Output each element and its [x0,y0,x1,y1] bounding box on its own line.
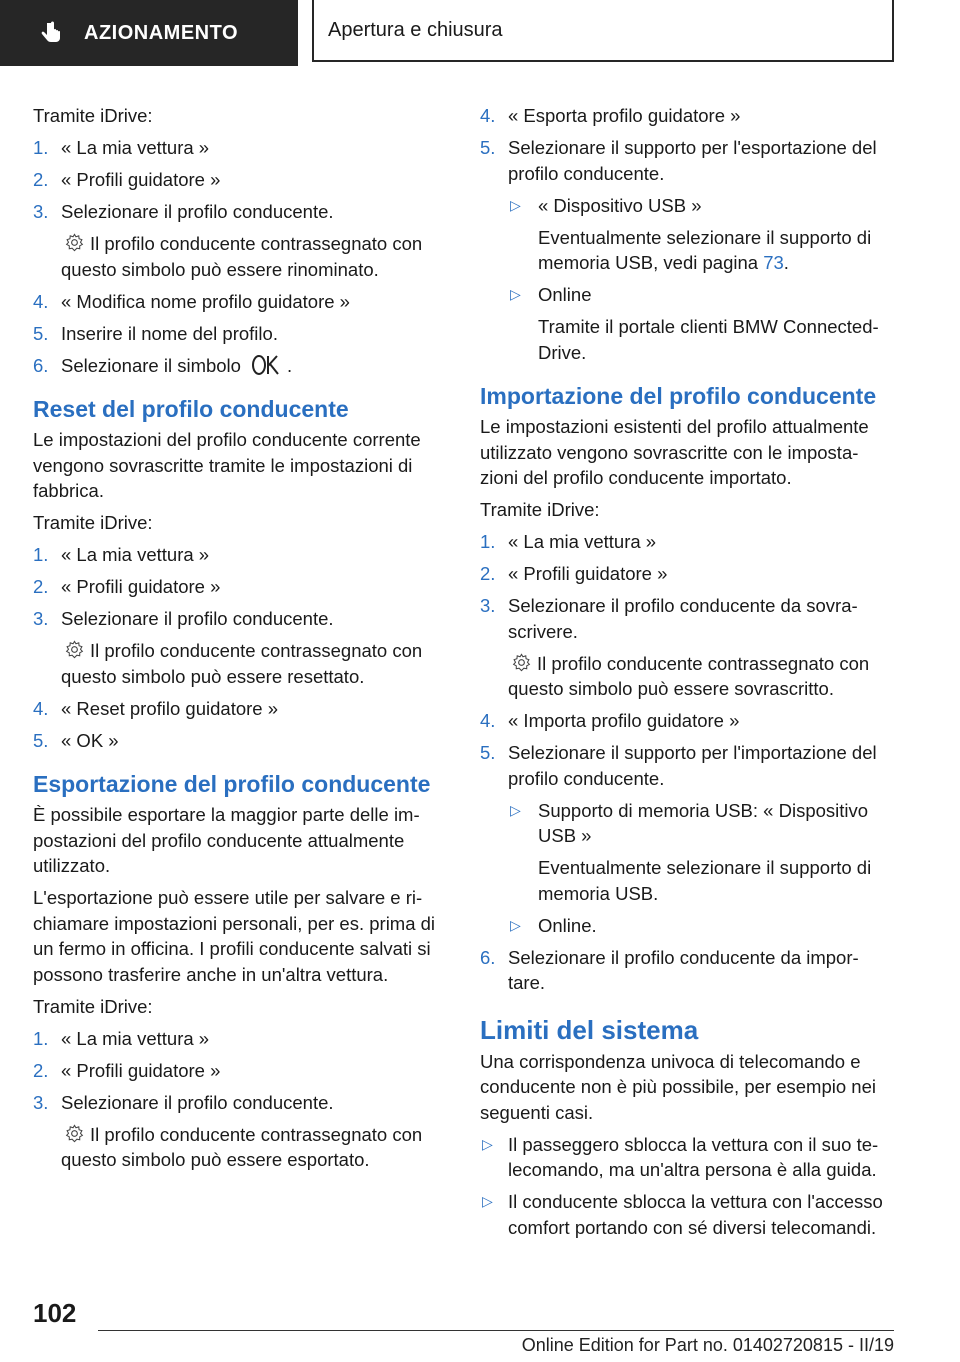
triangle-bullet-icon: ▷ [510,196,521,213]
list-item: 1. « La mia vettura » [33,1027,210,1049]
paragraph: Le impostazioni del profilo conducente corrente vengono sovrascritte tramite le impostazioni di fabbrica. [33,429,421,501]
intro-text: Tramite iDrive: [33,105,153,126]
triangle-bullet-icon: ▷ [510,916,521,933]
note-text: Il profilo conducente contrassegnato con questo simbolo può essere rinominato. [61,233,423,280]
list-item: 1. « La mia vettura » [480,531,657,552]
bullet-item: ▷ Il conducente sblocca la vettura con l'accesso comfort portando con sé diversi telecomandi. [482,1191,883,1238]
triangle-bullet-icon: ▷ [510,286,521,302]
gear-icon [65,1124,84,1143]
note-text: Il profilo conducente contrassegnato con questo simbolo può essere resettato. [61,640,423,687]
paragraph: L'esportazione può essere utile per salvare e ri- chiamare impostazioni personali, per es. prima di un fermo in officina. I profili conducente salvati si possono trasferire anche in un'altra vettura. [33,887,436,985]
bullet-item: ▷ Online. [480,913,898,939]
section-heading-import: Importazione del profilo conducente [480,383,877,409]
section-heading-export: Esportazione del profilo conducente [33,771,431,797]
footer-edition: Online Edition for Part no. 01402720815 - II/19 [521,1335,894,1355]
list-item: 6. Selezionare il profilo conducente da impor- tare. [480,946,859,993]
bullet-item: ▷ Il passeggero sblocca la vettura con il suo te- lecomando, ma un'altra persona è alla guida. [482,1133,879,1180]
triangle-bullet-icon: ▷ [510,801,521,818]
list-item: 3. Selezionare il profilo conducente. [33,1091,334,1113]
list-item: 5. « OK » [33,729,119,751]
paragraph: Una corrispondenza univoca di telecomando e conducente non è più possibile, per esempio nei seguenti casi. [480,1050,876,1123]
gear-icon [512,653,531,672]
list-item: 3. Selezionare il profilo conducente. [33,608,334,629]
list-item: 2. « Profili guidatore » [33,576,221,597]
list-item: 1. « La mia vettura » [33,137,210,158]
list-item: 4. « Reset profilo guidatore » [33,697,278,719]
list-item: 4. « Importa profilo guidatore » [480,710,740,731]
bullet-item: ▷ « Dispositivo USB » [480,193,898,219]
list-item: 2. « Profili guidatore » [480,563,668,584]
section-heading-limits: Limiti del sistema [480,1014,699,1045]
chapter-tab [312,0,894,62]
intro-text: Tramite iDrive: [480,499,600,520]
section-tab [0,0,298,66]
page-header [0,0,960,66]
list-item: 2. « Profili guidatore » [33,169,221,190]
intro-text: Tramite iDrive: [33,512,153,533]
bullet-subtext: Eventualmente selezionare il supporto di memoria USB, vedi pagina 73. [538,226,872,273]
bullet-subtext: Eventualmente selezionare il supporto di memoria USB. [538,857,872,904]
list-item: 3. Selezionare il profilo conducente da sovra- scrivere. [480,595,858,642]
note-text: Il profilo conducente contrassegnato con questo simbolo può essere sovrascritto. [508,652,870,699]
list-item: 5. Selezionare il supporto per l'esportazione del profilo conducente. [480,137,877,184]
note-text: Il profilo conducente contrassegnato con questo simbolo può essere esportato. [61,1123,423,1170]
triangle-bullet-icon: ▷ [482,1193,493,1209]
list-item: 6. Selezionare il simbolo . [33,354,293,376]
bullet-item: ▷ Supporto di memoria USB: « Dispositivo USB » [510,799,869,846]
paragraph: È possibile esportare la maggior parte delle im- postazioni del profilo conducente attualmente utilizzato. [33,804,420,876]
list-item: 5. Inserire il nome del profilo. [33,322,278,344]
left-column [33,103,443,1179]
page-link[interactable]: 73 [763,252,784,273]
bullet-subtext: Tramite il portale clienti BMW Connected- Drive. [538,316,879,363]
intro-text: Tramite iDrive: [33,995,153,1017]
ok-symbol-icon [251,354,281,376]
paragraph: Le impostazioni esistenti del profilo attualmente utilizzato vengono sovrascritte con le imposta- zioni del profilo conducente importato. [480,416,869,488]
footer-divider [98,1330,894,1331]
chapter-title: Apertura e chiusura [328,18,503,41]
list-item: 5. Selezionare il supporto per l'importazione del profilo conducente. [480,742,877,789]
section-title: AZIONAMENTO [84,21,239,44]
triangle-bullet-icon: ▷ [482,1135,493,1152]
bullet-item: ▷ Online [480,282,898,308]
gear-icon [65,640,84,659]
right-column [480,103,898,1247]
page-number: 102 [33,1298,77,1328]
hand-touch-icon [38,20,64,46]
list-item: 4. « Modifica nome profilo guidatore » [33,290,350,312]
list-item: 1. « La mia vettura » [33,544,210,565]
gear-icon [65,233,84,252]
list-item: 3. Selezionare il profilo conducente. [33,201,334,222]
list-item: 2. « Profili guidatore » [33,1059,221,1081]
section-heading-reset: Reset del profilo conducente [33,396,349,422]
list-item: 4. « Esporta profilo guidatore » [480,105,741,126]
